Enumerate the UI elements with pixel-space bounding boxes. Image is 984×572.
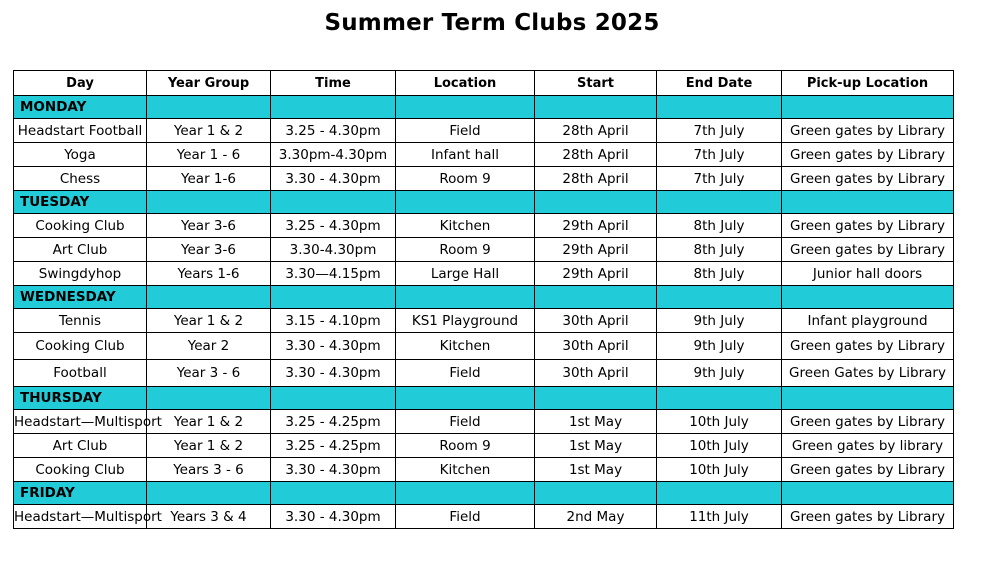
table-row [14,333,954,360]
pickup-location: Green gates by Library [782,143,954,167]
pickup-location: Green gates by Library [782,333,954,360]
start-date: 30th April [535,309,657,333]
time: 3.30 - 4.30pm [271,458,396,482]
day-row-empty-cell [782,191,954,214]
day-label: WEDNESDAY [14,286,147,309]
end-date: 10th July [657,458,782,482]
table-row [14,360,954,387]
time: 3.30—4.15pm [271,262,396,286]
club-name: Cooking Club [14,214,147,238]
day-row-empty-cell [657,482,782,505]
year-group: Years 3 - 6 [147,458,271,482]
club-name: Football [14,360,147,387]
time: 3.25 - 4.30pm [271,119,396,143]
start-date: 30th April [535,333,657,360]
table-row [14,505,954,529]
day-row-empty-cell [535,191,657,214]
column-header-pickup-location: Pick-up Location [782,71,954,96]
year-group: Year 1 - 6 [147,143,271,167]
year-group: Year 3-6 [147,238,271,262]
location: Infant hall [396,143,535,167]
day-row-empty-cell [271,96,396,119]
table-row [14,309,954,333]
pickup-location: Infant playground [782,309,954,333]
time: 3.25 - 4.25pm [271,434,396,458]
location: Field [396,410,535,434]
day-row-friday [14,482,954,505]
year-group: Years 1-6 [147,262,271,286]
header-row [14,71,954,96]
day-row-thursday [14,387,954,410]
location: Kitchen [396,214,535,238]
table-row [14,143,954,167]
day-row-empty-cell [535,482,657,505]
end-date: 11th July [657,505,782,529]
day-row-tuesday [14,191,954,214]
table-row [14,238,954,262]
club-name: Yoga [14,143,147,167]
club-name: Chess [14,167,147,191]
club-name: Headstart—Multisport [14,410,147,434]
time: 3.30 - 4.30pm [271,167,396,191]
end-date: 9th July [657,309,782,333]
end-date: 7th July [657,119,782,143]
time: 3.30-4.30pm [271,238,396,262]
page-title: Summer Term Clubs 2025 [324,10,660,36]
day-row-empty-cell [396,191,535,214]
start-date: 1st May [535,458,657,482]
clubs-table [13,70,954,529]
start-date: 29th April [535,214,657,238]
table-body [14,96,954,529]
column-header-year-group: Year Group [147,71,271,96]
column-header-start: Start [535,71,657,96]
day-row-empty-cell [535,387,657,410]
day-row-empty-cell [271,191,396,214]
location: Kitchen [396,458,535,482]
end-date: 8th July [657,262,782,286]
start-date: 29th April [535,262,657,286]
start-date: 29th April [535,238,657,262]
start-date: 30th April [535,360,657,387]
day-row-monday [14,96,954,119]
club-name: Headstart Football [14,119,147,143]
time: 3.25 - 4.30pm [271,214,396,238]
day-row-empty-cell [396,482,535,505]
day-row-empty-cell [657,191,782,214]
location: Large Hall [396,262,535,286]
table-row [14,214,954,238]
day-row-empty-cell [147,482,271,505]
day-row-empty-cell [396,387,535,410]
location: Field [396,505,535,529]
start-date: 2nd May [535,505,657,529]
day-row-empty-cell [657,286,782,309]
end-date: 10th July [657,434,782,458]
day-label: TUESDAY [14,191,147,214]
year-group: Year 2 [147,333,271,360]
pickup-location: Green gates by Library [782,238,954,262]
pickup-location: Green gates by Library [782,410,954,434]
table-row [14,119,954,143]
end-date: 8th July [657,238,782,262]
end-date: 8th July [657,214,782,238]
day-label: FRIDAY [14,482,147,505]
start-date: 28th April [535,119,657,143]
day-row-empty-cell [782,482,954,505]
day-row-empty-cell [147,286,271,309]
location: Kitchen [396,333,535,360]
day-row-empty-cell [535,286,657,309]
club-name: Tennis [14,309,147,333]
year-group: Year 3-6 [147,214,271,238]
day-row-empty-cell [535,96,657,119]
club-name: Headstart—Multisport [14,505,147,529]
day-row-empty-cell [271,482,396,505]
column-header-time: Time [271,71,396,96]
table-row [14,410,954,434]
day-row-empty-cell [396,286,535,309]
year-group: Year 1 & 2 [147,119,271,143]
pickup-location: Green gates by Library [782,167,954,191]
end-date: 9th July [657,360,782,387]
day-label: THURSDAY [14,387,147,410]
start-date: 28th April [535,167,657,191]
day-row-empty-cell [147,191,271,214]
time: 3.30 - 4.30pm [271,505,396,529]
year-group: Year 3 - 6 [147,360,271,387]
day-label: MONDAY [14,96,147,119]
time: 3.15 - 4.10pm [271,309,396,333]
start-date: 1st May [535,434,657,458]
year-group: Years 3 & 4 [147,505,271,529]
table-row [14,458,954,482]
day-row-empty-cell [782,96,954,119]
location: Room 9 [396,434,535,458]
club-name: Cooking Club [14,458,147,482]
table-row [14,167,954,191]
column-header-day: Day [14,71,147,96]
column-header-end-date: End Date [657,71,782,96]
day-row-empty-cell [147,387,271,410]
club-name: Art Club [14,238,147,262]
year-group: Year 1-6 [147,167,271,191]
end-date: 7th July [657,167,782,191]
end-date: 7th July [657,143,782,167]
day-row-wednesday [14,286,954,309]
time: 3.25 - 4.25pm [271,410,396,434]
time: 3.30pm-4.30pm [271,143,396,167]
club-name: Cooking Club [14,333,147,360]
table-row [14,262,954,286]
end-date: 9th July [657,333,782,360]
start-date: 1st May [535,410,657,434]
day-row-empty-cell [271,286,396,309]
table-row [14,434,954,458]
day-row-empty-cell [657,96,782,119]
day-row-empty-cell [782,387,954,410]
pickup-location: Green gates by Library [782,214,954,238]
day-row-empty-cell [271,387,396,410]
time: 3.30 - 4.30pm [271,360,396,387]
location: Field [396,360,535,387]
day-row-empty-cell [396,96,535,119]
pickup-location: Green gates by library [782,434,954,458]
year-group: Year 1 & 2 [147,309,271,333]
pickup-location: Junior hall doors [782,262,954,286]
column-header-location: Location [396,71,535,96]
location: Room 9 [396,167,535,191]
club-name: Art Club [14,434,147,458]
year-group: Year 1 & 2 [147,410,271,434]
location: Field [396,119,535,143]
pickup-location: Green gates by Library [782,119,954,143]
day-row-empty-cell [782,286,954,309]
year-group: Year 1 & 2 [147,434,271,458]
pickup-location: Green Gates by Library [782,360,954,387]
day-row-empty-cell [657,387,782,410]
time: 3.30 - 4.30pm [271,333,396,360]
location: Room 9 [396,238,535,262]
club-name: Swingdyhop [14,262,147,286]
start-date: 28th April [535,143,657,167]
pickup-location: Green gates by Library [782,458,954,482]
location: KS1 Playground [396,309,535,333]
end-date: 10th July [657,410,782,434]
day-row-empty-cell [147,96,271,119]
pickup-location: Green gates by Library [782,505,954,529]
